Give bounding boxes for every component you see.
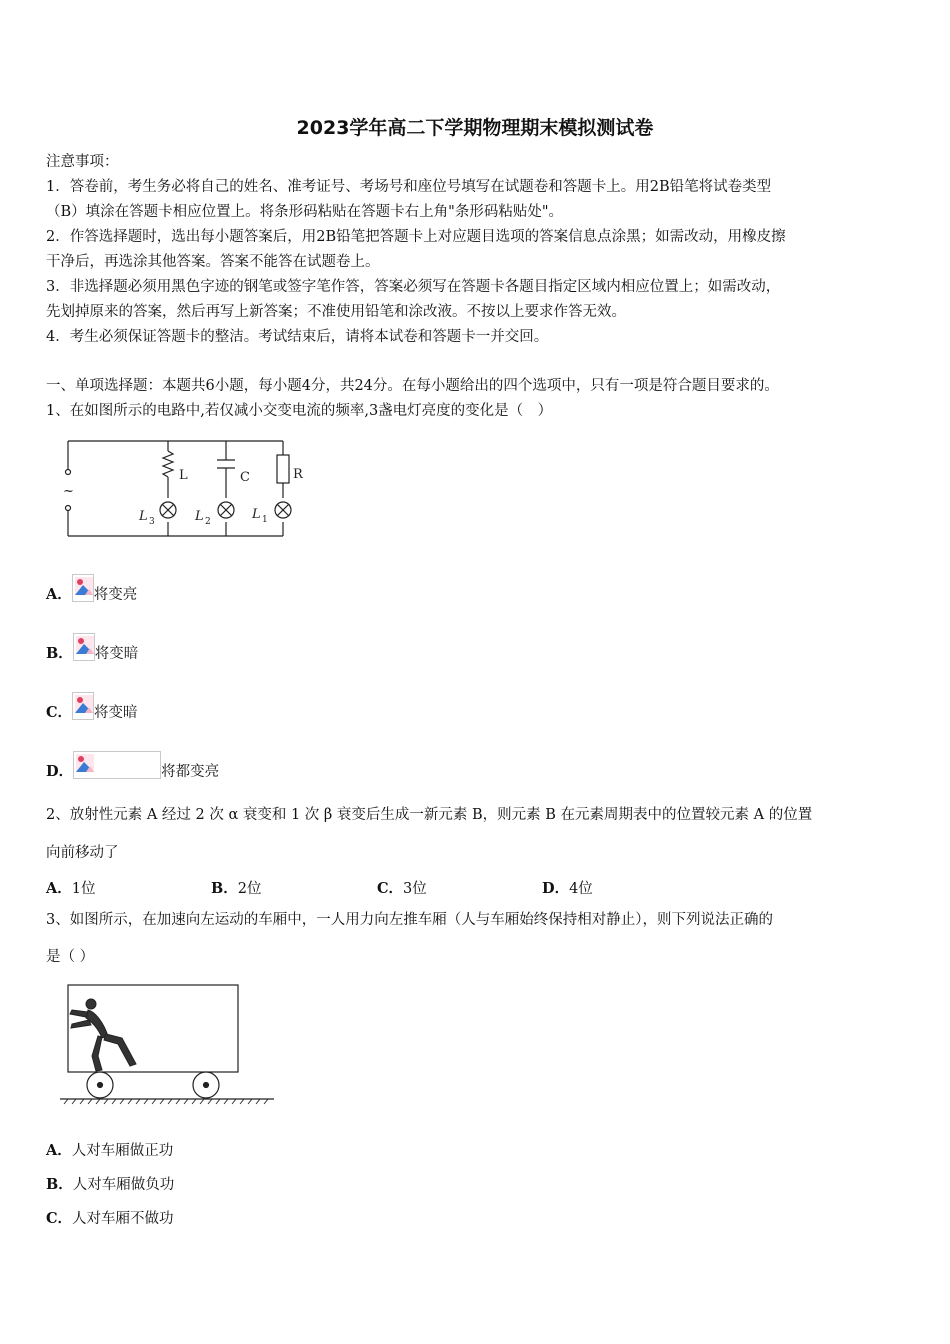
lamp-icon [218,502,234,518]
notice-line: 2．作答选择题时，选出每小题答案后，用2B铅笔把答题卡上对应题目选项的答案信息点涂黑；如需改动，用橡皮擦 [46,229,786,245]
question-1-stem: 1、在如图所示的电路中,若仅减小交变电流的频率,3盏电灯亮度的变化是（ ） [46,403,553,419]
lamp-l1-label: L [252,507,261,522]
option-label: B． [211,880,238,897]
option-d [542,877,593,898]
option-c [46,1209,174,1229]
option-text: 人对车厢不做功 [72,1211,174,1227]
page-title: 2023学年高二下学期物理期末模拟测试卷 [296,117,654,139]
option-text: 将变暗 [94,705,138,721]
wheel-icon [87,1072,113,1098]
option-label: B． [46,645,73,662]
option-label: A． [46,1142,72,1159]
section-heading: 一、单项选择题：本题共6小题，每小题4分，共24分。在每小题给出的四个选项中，只有一项是符合题目要求的。 [46,378,779,394]
ac-source-symbol: ~ [63,484,74,499]
notice-heading: 注意事项： [46,154,119,170]
option-label: A． [46,880,72,897]
option-text: 1位 [71,881,96,897]
option-text: 2位 [237,881,262,897]
notice-line: 干净后，再选涂其他答案。答案不能答在试题卷上。 [46,254,380,270]
option-text: 将都变亮 [161,764,220,780]
question-2-stem-continued: 向前移动了 [46,845,119,861]
wheel-icon [193,1072,219,1098]
option-b [46,1175,174,1195]
option-text: 将变亮 [93,587,138,603]
option-a [46,877,96,898]
person-pushing-icon [70,999,136,1071]
image-placeholder-icon [73,633,95,661]
capacitor-label: C [240,470,250,485]
option-label: C． [377,880,404,897]
option-d [46,751,219,782]
option-label: D． [542,880,570,897]
lamp-l2-label: L [195,509,204,524]
resistor-label: R [293,467,303,482]
option-c [46,692,138,723]
option-text: 将变暗 [94,646,139,662]
lamp-l2-subscript: 2 [205,517,211,527]
carriage-diagram [58,980,278,1108]
option-a [46,1141,173,1161]
question-3-stem-continued: 是（ ） [46,949,95,965]
option-label: B． [46,1176,73,1193]
image-placeholder-icon [73,751,161,779]
image-placeholder-icon [72,574,94,602]
notice-line: 3．非选择题必须用黑色字迹的钢笔或签字笔作答，答案必须写在答题卡各题目指定区域内相应位置上；如需改动， [46,279,781,295]
lamp-l3-subscript: 3 [149,517,155,527]
notice-line: 1．答卷前，考生务必将自己的姓名、准考证号、考场号和座位号填写在试题卷和答题卡上。用2B铅笔将试卷类型 [46,179,772,195]
circuit-diagram [55,435,315,545]
option-text: 4位 [569,881,593,897]
notice-line: （B）填涂在答题卡相应位置上。将条形码粘贴在答题卡右上角"条形码粘贴处"。 [46,204,563,220]
lamp-icon [275,502,291,518]
option-a [46,574,137,605]
option-label: C． [46,1210,73,1227]
image-placeholder-icon [72,692,94,720]
question-3-stem: 3、如图所示，在加速向左运动的车厢中，一人用力向左推车厢（人与车厢始终保持相对静止），则下列说法正确的 [46,912,773,928]
option-b [211,877,262,898]
question-2-stem: 2、放射性元素 A 经过 2 次 α 衰变和 1 次 β 衰变后生成一新元素 B，则元素 B 在元素周期表中的位置较元素 A 的位置 [46,807,813,823]
inductor-label: L [179,468,188,483]
option-label: A． [46,586,72,603]
notice-line: 先划掉原来的答案，然后再写上新答案；不准使用铅笔和涂改液。不按以上要求作答无效。 [46,304,626,320]
option-label: C． [46,704,73,721]
option-text: 人对车厢做正功 [71,1143,174,1159]
lamp-l1-subscript: 1 [262,515,268,525]
option-text: 人对车厢做负功 [72,1177,175,1193]
notice-line: 4．考生必须保证答题卡的整洁。考试结束后，请将本试卷和答题卡一并交回。 [46,329,549,345]
lamp-l3-label: L [139,509,148,524]
lamp-icon [160,502,176,518]
option-b [46,633,138,664]
option-c [377,877,427,898]
option-label: D． [46,763,74,780]
option-text: 3位 [403,881,427,897]
